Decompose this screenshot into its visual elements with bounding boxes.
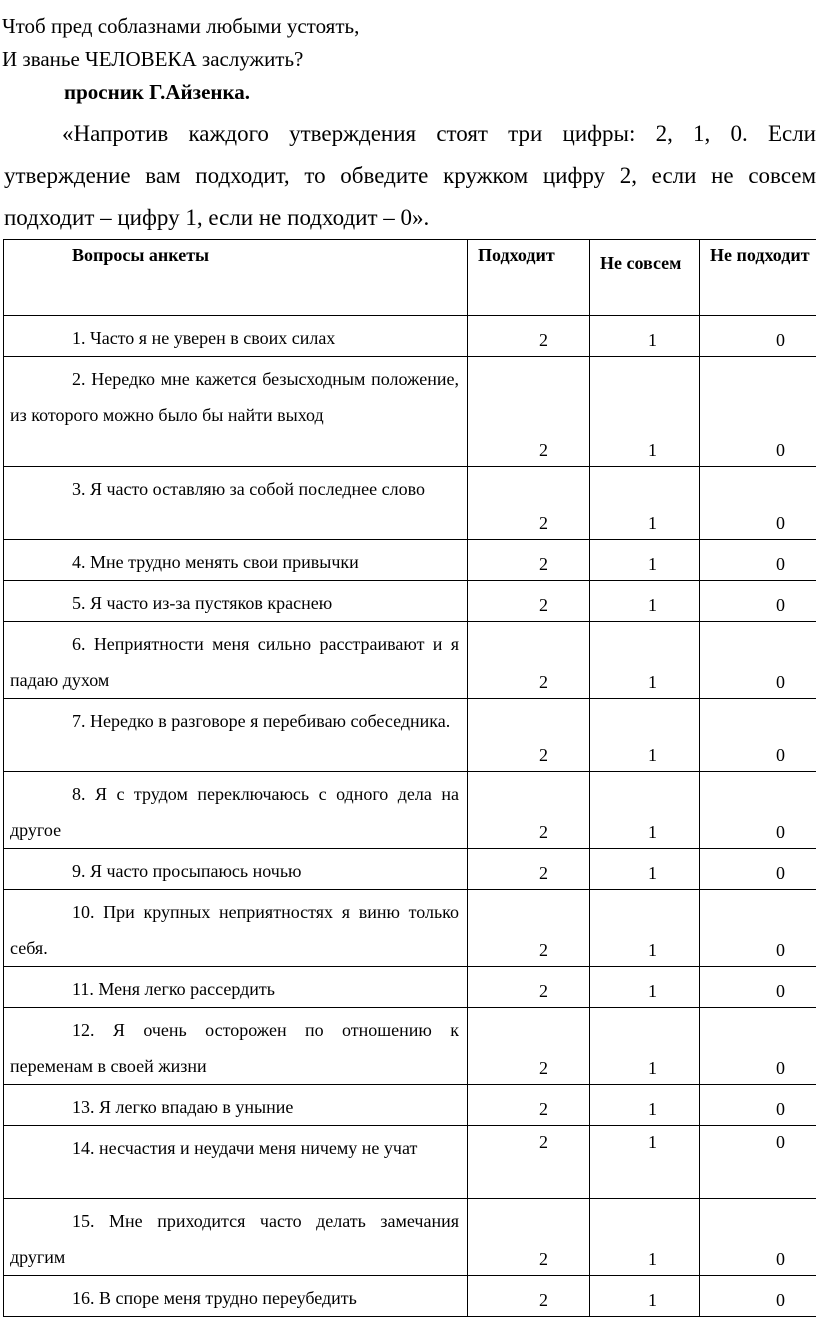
question-text: 16. В споре меня трудно переубедить: [4, 1276, 467, 1316]
score-not-fits-cell[interactable]: [700, 890, 816, 967]
question-text: 6. Неприятности меня сильно расстраивают и я падаю духом: [4, 622, 467, 698]
score-fits-cell[interactable]: [468, 772, 590, 849]
score-not-quite[interactable]: 1: [590, 1132, 699, 1153]
score-fits[interactable]: 2: [468, 1290, 589, 1311]
score-not-fits[interactable]: 0: [700, 440, 816, 461]
score-not-quite[interactable]: 1: [590, 513, 699, 534]
score-not-quite-cell[interactable]: [590, 1126, 700, 1199]
score-not-quite[interactable]: 1: [590, 554, 699, 575]
score-fits-cell[interactable]: [468, 1276, 590, 1317]
score-fits-cell[interactable]: [468, 849, 590, 890]
score-fits[interactable]: 2: [468, 595, 589, 616]
score-not-fits[interactable]: 0: [700, 863, 816, 884]
question-cell: [4, 699, 468, 772]
score-fits-cell[interactable]: [468, 581, 590, 622]
table-row: [4, 890, 816, 967]
table-row: [4, 699, 816, 772]
score-fits-cell[interactable]: [468, 1008, 590, 1085]
header-fits: Подходит: [468, 240, 590, 316]
score-fits[interactable]: 2: [468, 1132, 589, 1153]
score-not-fits-cell[interactable]: [700, 772, 816, 849]
score-not-quite-cell[interactable]: [590, 467, 700, 540]
question-text: 1. Часто я не уверен в своих силах: [4, 316, 467, 356]
poem-line-2: И званье ЧЕЛОВЕКА заслужить?: [2, 47, 303, 72]
question-text: 7. Нередко в разговоре я перебиваю собеседника.: [4, 699, 467, 739]
question-text: 12. Я очень осторожен по отношению к переменам в своей жизни: [4, 1008, 467, 1084]
score-fits[interactable]: 2: [468, 1058, 589, 1079]
question-cell: [4, 1276, 468, 1317]
question-text: 3. Я часто оставляю за собой последнее слово: [4, 467, 467, 507]
table-row: [4, 772, 816, 849]
score-not-quite-cell[interactable]: [590, 540, 700, 581]
question-cell: [4, 772, 468, 849]
score-fits[interactable]: 2: [468, 672, 589, 693]
question-cell: [4, 1199, 468, 1276]
header-not-fits: Не подходит: [700, 240, 816, 316]
question-text: 13. Я легко впадаю в уныние: [4, 1085, 467, 1125]
score-not-quite-cell[interactable]: [590, 316, 700, 357]
score-not-quite-cell[interactable]: [590, 699, 700, 772]
score-not-quite-cell[interactable]: [590, 357, 700, 467]
table-row: [4, 1199, 816, 1276]
score-fits[interactable]: 2: [468, 330, 589, 351]
question-text: 5. Я часто из-за пустяков краснею: [4, 581, 467, 621]
question-text: 8. Я с трудом переключаюсь с одного дела на другое: [4, 772, 467, 848]
poem-line-1: Чтоб пред соблазнами любыми устоять,: [2, 14, 359, 39]
score-not-fits[interactable]: 0: [700, 672, 816, 693]
table-row: [4, 581, 816, 622]
question-cell: [4, 357, 468, 467]
score-fits-cell[interactable]: [468, 357, 590, 467]
score-not-quite-cell[interactable]: [590, 1085, 700, 1126]
score-not-quite[interactable]: 1: [590, 1249, 699, 1270]
score-fits[interactable]: 2: [468, 1249, 589, 1270]
score-not-fits-cell[interactable]: [700, 1276, 816, 1317]
question-text: 9. Я часто просыпаюсь ночью: [4, 849, 467, 889]
score-fits[interactable]: 2: [468, 981, 589, 1002]
score-fits[interactable]: 2: [468, 513, 589, 534]
table-row: [4, 467, 816, 540]
score-not-fits[interactable]: 0: [700, 513, 816, 534]
score-not-fits[interactable]: 0: [700, 940, 816, 961]
score-not-quite-cell[interactable]: [590, 890, 700, 967]
score-not-quite-cell[interactable]: [590, 622, 700, 699]
score-not-quite[interactable]: 1: [590, 1290, 699, 1311]
table-row: [4, 316, 816, 357]
question-text: 2. Нередко мне кажется безысходным положение, из которого можно было бы найти выход: [4, 357, 467, 433]
score-fits[interactable]: 2: [468, 554, 589, 575]
question-cell: [4, 316, 468, 357]
question-text: 4. Мне трудно менять свои привычки: [4, 540, 467, 580]
score-not-quite-cell[interactable]: [590, 1008, 700, 1085]
score-not-fits-cell[interactable]: [700, 622, 816, 699]
question-cell: [4, 1126, 468, 1199]
score-not-quite-cell[interactable]: [590, 1276, 700, 1317]
question-cell: [4, 967, 468, 1008]
score-not-fits-cell[interactable]: [700, 581, 816, 622]
score-fits-cell[interactable]: [468, 1085, 590, 1126]
score-not-quite-cell[interactable]: [590, 581, 700, 622]
score-not-fits-cell[interactable]: [700, 1008, 816, 1085]
score-not-fits[interactable]: 0: [700, 330, 816, 351]
question-cell: [4, 467, 468, 540]
score-not-fits[interactable]: 0: [700, 745, 816, 766]
score-not-quite-cell[interactable]: [590, 967, 700, 1008]
score-fits[interactable]: 2: [468, 440, 589, 461]
score-fits-cell[interactable]: [468, 467, 590, 540]
table-row: [4, 967, 816, 1008]
score-not-quite-cell[interactable]: [590, 849, 700, 890]
questionnaire-table: [3, 239, 816, 1317]
score-not-quite[interactable]: 1: [590, 822, 699, 843]
score-not-fits-cell[interactable]: [700, 1126, 816, 1199]
instruction-paragraph: «Напротив каждого утверждения стоят три цифры: 2, 1, 0. Если утверждение вам подходит, то обведите кружком цифру 2, если не совсем подходит – цифру 1, если не подходит – 0».: [4, 113, 816, 239]
score-not-fits-cell[interactable]: [700, 467, 816, 540]
question-text: 14. несчастия и неудачи меня ничему не учат: [4, 1126, 467, 1166]
score-not-fits[interactable]: 0: [700, 1132, 816, 1153]
score-not-fits-cell[interactable]: [700, 540, 816, 581]
header-not-quite: Не совсем: [590, 240, 700, 316]
score-not-fits[interactable]: 0: [700, 1249, 816, 1270]
table-row: [4, 1126, 816, 1199]
table-header-row: [4, 240, 816, 316]
score-not-fits[interactable]: 0: [700, 1290, 816, 1311]
score-not-quite[interactable]: 1: [590, 981, 699, 1002]
score-fits-cell[interactable]: [468, 890, 590, 967]
score-not-fits[interactable]: 0: [700, 822, 816, 843]
score-fits[interactable]: 2: [468, 863, 589, 884]
score-not-quite[interactable]: 1: [590, 745, 699, 766]
score-not-fits-cell[interactable]: [700, 1199, 816, 1276]
question-cell: [4, 849, 468, 890]
score-not-quite[interactable]: 1: [590, 1099, 699, 1120]
table-body: [4, 316, 816, 1317]
question-cell: [4, 1008, 468, 1085]
score-not-quite[interactable]: 1: [590, 672, 699, 693]
score-not-quite[interactable]: 1: [590, 863, 699, 884]
score-fits-cell[interactable]: [468, 967, 590, 1008]
score-not-fits[interactable]: 0: [700, 1058, 816, 1079]
score-not-quite-cell[interactable]: [590, 772, 700, 849]
table-row: [4, 357, 816, 467]
score-fits-cell[interactable]: [468, 1126, 590, 1199]
score-not-fits-cell[interactable]: [700, 699, 816, 772]
score-not-fits[interactable]: 0: [700, 981, 816, 1002]
table-row: [4, 1085, 816, 1126]
score-fits-cell[interactable]: [468, 540, 590, 581]
score-not-fits[interactable]: 0: [700, 554, 816, 575]
score-fits-cell[interactable]: [468, 1199, 590, 1276]
table-row: [4, 849, 816, 890]
table-row: [4, 1276, 816, 1317]
score-fits[interactable]: 2: [468, 822, 589, 843]
score-fits-cell[interactable]: [468, 699, 590, 772]
question-text: 10. При крупных неприятностях я виню только себя.: [4, 890, 467, 966]
score-not-quite-cell[interactable]: [590, 1199, 700, 1276]
score-not-fits[interactable]: 0: [700, 595, 816, 616]
question-cell: [4, 622, 468, 699]
score-not-quite[interactable]: 1: [590, 595, 699, 616]
table-row: [4, 622, 816, 699]
score-not-fits-cell[interactable]: [700, 849, 816, 890]
question-cell: [4, 890, 468, 967]
table-row: [4, 1008, 816, 1085]
question-cell: [4, 1085, 468, 1126]
score-not-quite[interactable]: 1: [590, 1058, 699, 1079]
question-cell: [4, 581, 468, 622]
score-not-fits-cell[interactable]: [700, 1085, 816, 1126]
header-questions: Вопросы анкеты: [4, 240, 468, 316]
question-text: 11. Меня легко рассердить: [4, 967, 467, 1007]
score-not-fits[interactable]: 0: [700, 1099, 816, 1120]
score-not-quite[interactable]: 1: [590, 940, 699, 961]
score-not-quite[interactable]: 1: [590, 330, 699, 351]
score-fits-cell[interactable]: [468, 622, 590, 699]
question-cell: [4, 540, 468, 581]
score-not-fits-cell[interactable]: [700, 967, 816, 1008]
questionnaire-heading: просник Г.Айзенка.: [64, 80, 250, 105]
table-row: [4, 540, 816, 581]
score-fits[interactable]: 2: [468, 940, 589, 961]
score-fits[interactable]: 2: [468, 745, 589, 766]
score-not-fits-cell[interactable]: [700, 316, 816, 357]
question-text: 15. Мне приходится часто делать замечания другим: [4, 1199, 467, 1275]
score-fits-cell[interactable]: [468, 316, 590, 357]
score-not-quite[interactable]: 1: [590, 440, 699, 461]
score-not-fits-cell[interactable]: [700, 357, 816, 467]
score-fits[interactable]: 2: [468, 1099, 589, 1120]
